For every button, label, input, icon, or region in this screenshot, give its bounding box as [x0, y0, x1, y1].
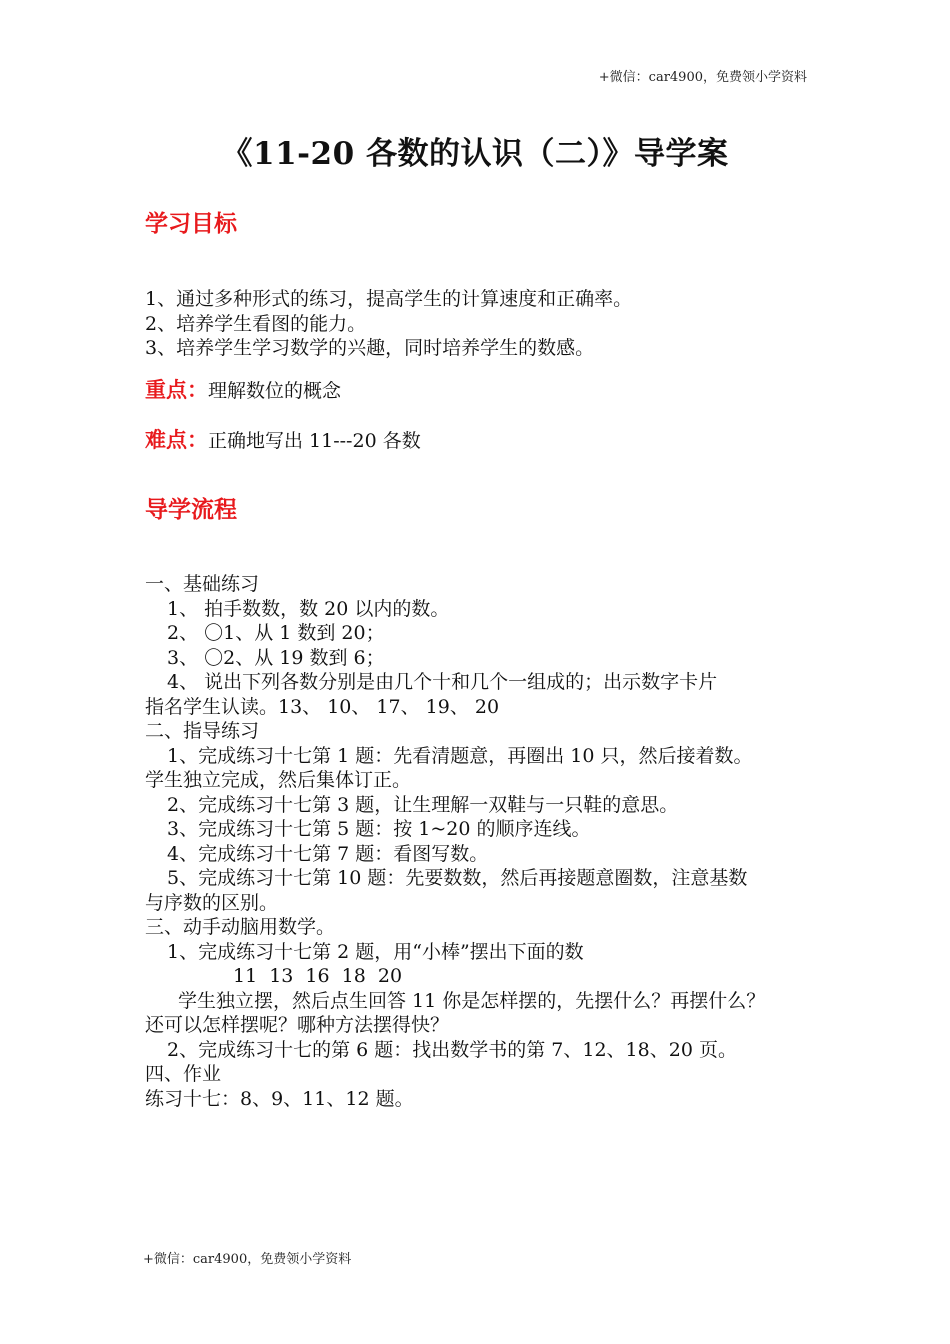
list-item: 1、完成练习十七第 1 题：先看清题意，再圈出 10 只，然后接着数。 [167, 744, 753, 767]
document-title: 《11-20 各数的认识（二）》导学案 [221, 136, 729, 172]
difficulty [145, 424, 421, 454]
difficulty-label: 难点： [145, 428, 208, 452]
section-heading: 三、动手动脑用数学。 [145, 916, 336, 938]
goals-heading: 学习目标 [145, 211, 237, 237]
section-heading: 一、基础练习 [145, 573, 260, 595]
goals-list [145, 287, 825, 361]
list-item-continuation: 与序数的区别。 [145, 891, 279, 914]
section-heading: 二、指导练习 [145, 720, 260, 742]
list-item: 4、完成练习十七第 7 题：看图写数。 [167, 842, 489, 865]
process-content [145, 572, 825, 1111]
homework-text: 练习十七：8、9、11、12 题。 [145, 1087, 414, 1110]
difficulty-text: 正确地写出 11---20 各数 [208, 430, 421, 452]
list-item-continuation: 指名学生认读。13、 10、 17、 19、 20 [145, 695, 500, 718]
list-item-continuation: 还可以怎样摆呢？哪种方法摆得快？ [145, 1014, 450, 1036]
list-item: 2、完成练习十七第 3 题，让生理解一双鞋与一只鞋的意思。 [167, 793, 679, 816]
section-heading: 四、作业 [145, 1063, 222, 1085]
list-item: 2、 〇1、从 1 数到 20； [167, 622, 385, 644]
list-item: 4、 说出下列各数分别是由几个十和几个一组成的；出示数字卡片 [167, 671, 718, 693]
number-row: 11 13 16 18 20 [233, 965, 403, 987]
key-point [145, 374, 341, 404]
process-heading: 导学流程 [145, 497, 237, 523]
list-item: 1、 拍手数数，数 20 以内的数。 [167, 597, 450, 620]
goal-item: 3、培养学生学习数学的兴趣，同时培养学生的数感。 [145, 337, 595, 359]
header-note: +微信：car4900，免费领小学资料 [598, 70, 807, 85]
list-item: 1、完成练习十七第 2 题，用“小棒”摆出下面的数 [167, 940, 584, 963]
goal-item: 1、通过多种形式的练习，提高学生的计算速度和正确率。 [145, 288, 633, 310]
list-item: 2、完成练习十七的第 6 题：找出数学书的第 7、12、18、20 页。 [167, 1038, 737, 1061]
goal-item: 2、培养学生看图的能力。 [145, 312, 367, 335]
list-item: 3、完成练习十七第 5 题：按 1~20 的顺序连线。 [167, 818, 591, 840]
list-item-continuation: 学生独立完成，然后集体订正。 [145, 769, 412, 791]
list-item: 学生独立摆，然后点生回答 11 你是怎样摆的，先摆什么？再摆什么？ [178, 989, 766, 1012]
key-point-label: 重点： [145, 378, 208, 402]
footer-note: +微信：car4900，免费领小学资料 [143, 1252, 352, 1267]
list-item: 5、完成练习十七第 10 题：先要数数，然后再接题意圈数，注意基数 [167, 867, 748, 889]
list-item: 3、 〇2、从 19 数到 6； [167, 646, 385, 669]
key-point-text: 理解数位的概念 [208, 380, 342, 402]
